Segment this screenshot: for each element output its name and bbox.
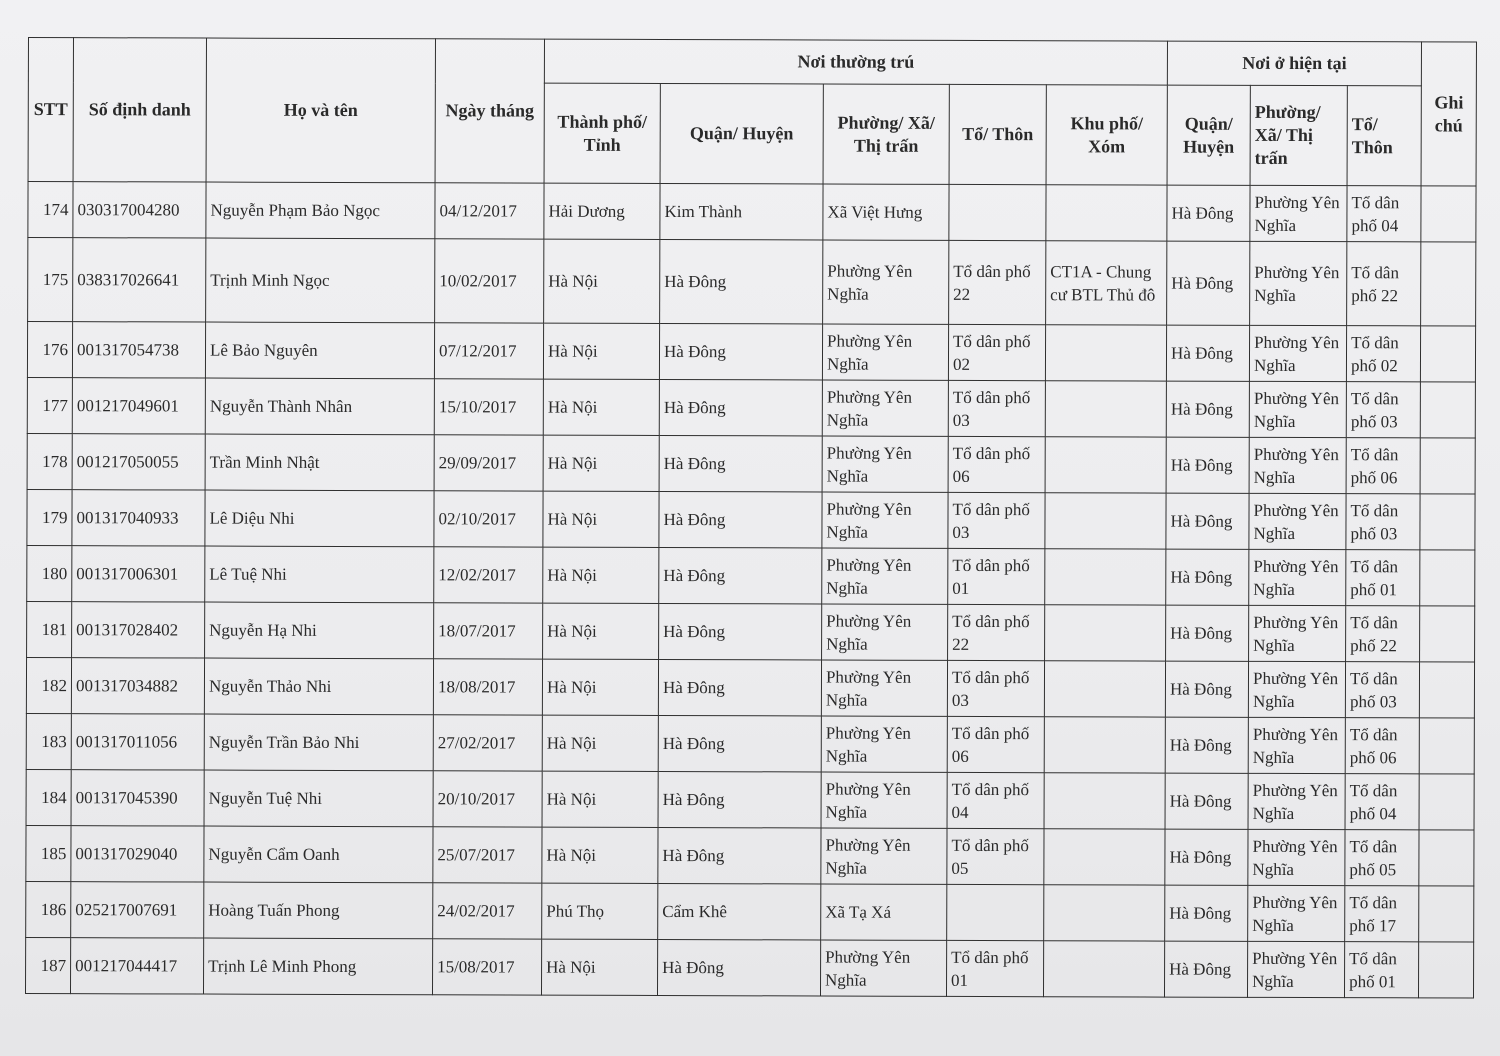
cell-perm-city: Phú Thọ — [542, 883, 658, 939]
cell-perm-quarter — [1045, 325, 1166, 381]
cell-cur-ward: Phường Yên Nghĩa — [1249, 493, 1346, 549]
cell-cur-group: Tổ dân phố 04 — [1345, 774, 1419, 830]
cell-stt: 186 — [26, 881, 71, 937]
cell-perm-district: Kim Thành — [660, 183, 823, 240]
table-row — [26, 881, 1474, 942]
cell-cur-district: Hà Đông — [1165, 773, 1248, 829]
cell-stt: 176 — [27, 322, 72, 378]
cell-perm-ward: Phường Yên Nghĩa — [823, 240, 949, 324]
cell-cur-group: Tổ dân phố 02 — [1346, 326, 1420, 382]
cell-dob: 27/02/2017 — [433, 715, 542, 771]
cell-note — [1420, 326, 1475, 382]
cell-perm-city: Hà Nội — [544, 239, 660, 323]
cell-perm-quarter — [1044, 717, 1165, 773]
table-row — [27, 322, 1475, 383]
cell-stt: 175 — [28, 238, 73, 322]
header-id: Số định danh — [73, 38, 206, 182]
cell-cur-ward: Phường Yên Nghĩa — [1249, 381, 1346, 437]
cell-cur-ward: Phường Yên Nghĩa — [1248, 773, 1345, 829]
table-row — [26, 713, 1474, 774]
cell-stt: 174 — [28, 182, 73, 238]
cell-cur-ward: Phường Yên Nghĩa — [1249, 549, 1346, 605]
cell-id: 025217007691 — [71, 882, 204, 938]
table-row — [27, 545, 1475, 606]
cell-cur-group: Tổ dân phố 17 — [1345, 886, 1419, 942]
cell-perm-district: Hà Đông — [658, 827, 821, 884]
cell-cur-district: Hà Đông — [1167, 241, 1250, 325]
cell-stt: 179 — [27, 489, 72, 545]
cell-note — [1421, 242, 1476, 326]
cell-perm-ward: Phường Yên Nghĩa — [821, 828, 947, 884]
cell-stt: 185 — [26, 825, 71, 881]
cell-dob: 18/07/2017 — [434, 603, 543, 659]
header-perm-city: Thành phố/ Tỉnh — [544, 83, 660, 183]
cell-cur-district: Hà Đông — [1166, 549, 1249, 605]
cell-cur-group: Tổ dân phố 05 — [1345, 830, 1419, 886]
table-row — [26, 825, 1474, 886]
cell-name: Lê Diệu Nhi — [205, 490, 434, 547]
header-permanent-residence: Nơi thường trú — [544, 39, 1167, 85]
cell-perm-district: Hà Đông — [659, 435, 822, 492]
table-row — [26, 769, 1474, 830]
cell-perm-district: Cẩm Khê — [658, 883, 821, 940]
header-note: Ghi chú — [1421, 42, 1476, 186]
cell-perm-group: Tổ dân phố 06 — [947, 716, 1044, 772]
cell-stt: 180 — [27, 545, 72, 601]
cell-perm-group: Tổ dân phố 05 — [947, 828, 1044, 884]
cell-perm-city: Hải Dương — [544, 183, 660, 239]
cell-perm-ward: Phường Yên Nghĩa — [821, 660, 947, 716]
cell-cur-ward: Phường Yên Nghĩa — [1250, 241, 1347, 325]
header-cur-group: Tổ/ Thôn — [1347, 86, 1421, 186]
header-perm-ward: Phường/ Xã/ Thị trấn — [823, 84, 949, 184]
cell-perm-district: Hà Đông — [657, 939, 820, 996]
header-current-residence: Nơi ở hiện tại — [1167, 41, 1421, 86]
cell-stt: 184 — [26, 769, 71, 825]
cell-cur-district: Hà Đông — [1167, 185, 1250, 241]
cell-cur-group: Tổ dân phố 03 — [1346, 494, 1420, 550]
header-cur-ward: Phường/ Xã/ Thị trấn — [1250, 85, 1347, 185]
cell-dob: 15/10/2017 — [434, 379, 543, 435]
cell-perm-city: Hà Nội — [543, 547, 659, 603]
cell-perm-district: Hà Đông — [658, 715, 821, 772]
cell-id: 030317004280 — [73, 182, 206, 238]
cell-name: Lê Bảo Nguyên — [205, 322, 434, 379]
cell-perm-ward: Phường Yên Nghĩa — [822, 604, 948, 660]
cell-note — [1419, 662, 1474, 718]
cell-perm-group: Tổ dân phố 03 — [948, 492, 1045, 548]
cell-perm-city: Hà Nội — [543, 435, 659, 491]
cell-stt: 183 — [26, 713, 71, 769]
cell-perm-quarter — [1045, 549, 1166, 605]
header-dob: Ngày tháng — [435, 39, 544, 183]
cell-note — [1421, 186, 1476, 242]
cell-dob: 24/02/2017 — [433, 883, 542, 939]
cell-perm-city: Hà Nội — [541, 939, 657, 995]
cell-perm-group: Tổ dân phố 06 — [948, 436, 1045, 492]
cell-name: Nguyễn Hạ Nhi — [205, 602, 434, 659]
cell-perm-group — [947, 884, 1044, 940]
cell-perm-quarter — [1044, 661, 1165, 717]
cell-dob: 07/12/2017 — [434, 323, 543, 379]
cell-name: Nguyễn Phạm Bảo Ngọc — [206, 182, 435, 239]
cell-cur-district: Hà Đông — [1165, 661, 1248, 717]
header-perm-district: Quận/ Huyện — [660, 83, 823, 184]
table-header — [28, 38, 1477, 187]
cell-cur-group: Tổ dân phố 03 — [1346, 382, 1420, 438]
cell-id: 001317054738 — [72, 322, 205, 378]
table-row — [28, 238, 1476, 327]
cell-perm-city: Hà Nội — [542, 715, 658, 771]
cell-perm-quarter — [1046, 185, 1167, 241]
cell-cur-ward: Phường Yên Nghĩa — [1248, 941, 1345, 997]
cell-cur-ward: Phường Yên Nghĩa — [1248, 717, 1345, 773]
table-row — [27, 601, 1475, 662]
cell-name: Trịnh Lê Minh Phong — [203, 938, 432, 995]
cell-cur-ward: Phường Yên Nghĩa — [1249, 437, 1346, 493]
cell-name: Nguyễn Thành Nhân — [205, 378, 434, 435]
cell-cur-group: Tổ dân phố 22 — [1347, 242, 1421, 326]
cell-id: 001217050055 — [72, 434, 205, 490]
cell-id: 001217044417 — [70, 938, 203, 994]
cell-perm-ward: Phường Yên Nghĩa — [822, 436, 948, 492]
cell-perm-district: Hà Đông — [659, 603, 822, 660]
cell-id: 001317006301 — [72, 546, 205, 602]
cell-id: 001317029040 — [71, 826, 204, 882]
cell-perm-city: Hà Nội — [543, 379, 659, 435]
cell-cur-group: Tổ dân phố 06 — [1345, 718, 1419, 774]
cell-cur-district: Hà Đông — [1166, 381, 1249, 437]
cell-perm-quarter — [1044, 773, 1165, 829]
cell-perm-district: Hà Đông — [659, 491, 822, 548]
cell-perm-ward: Phường Yên Nghĩa — [820, 940, 946, 996]
cell-id: 001217049601 — [72, 378, 205, 434]
cell-perm-group: Tổ dân phố 22 — [949, 240, 1046, 324]
cell-stt: 181 — [27, 601, 72, 657]
cell-perm-ward: Phường Yên Nghĩa — [821, 772, 947, 828]
cell-cur-group: Tổ dân phố 22 — [1346, 606, 1420, 662]
cell-stt: 182 — [26, 657, 71, 713]
table-row — [27, 377, 1475, 438]
cell-id: 001317028402 — [72, 602, 205, 658]
cell-perm-quarter — [1044, 885, 1165, 941]
cell-perm-quarter — [1044, 829, 1165, 885]
cell-note — [1419, 830, 1474, 886]
cell-cur-district: Hà Đông — [1165, 829, 1248, 885]
cell-perm-group: Tổ dân phố 02 — [948, 324, 1045, 380]
cell-note — [1420, 382, 1475, 438]
cell-perm-quarter — [1045, 605, 1166, 661]
cell-perm-ward: Phường Yên Nghĩa — [821, 716, 947, 772]
cell-dob: 25/07/2017 — [433, 827, 542, 883]
cell-note — [1419, 886, 1474, 942]
cell-perm-quarter — [1045, 493, 1166, 549]
cell-perm-group: Tổ dân phố 03 — [948, 380, 1045, 436]
cell-cur-ward: Phường Yên Nghĩa — [1248, 829, 1345, 885]
cell-perm-district: Hà Đông — [658, 771, 821, 828]
header-perm-quarter: Khu phố/ Xóm — [1046, 85, 1167, 185]
cell-note — [1420, 438, 1475, 494]
cell-perm-group: Tổ dân phố 04 — [947, 772, 1044, 828]
cell-cur-ward: Phường Yên Nghĩa — [1250, 185, 1347, 241]
cell-note — [1420, 494, 1475, 550]
header-perm-group: Tổ/ Thôn — [949, 84, 1046, 184]
cell-dob: 02/10/2017 — [434, 491, 543, 547]
cell-name: Trần Minh Nhật — [205, 434, 434, 491]
table-row — [28, 182, 1476, 243]
cell-perm-district: Hà Đông — [660, 239, 823, 324]
cell-name: Nguyễn Trần Bảo Nhi — [204, 714, 433, 771]
cell-note — [1419, 718, 1474, 774]
table-row — [27, 489, 1475, 550]
cell-perm-city: Hà Nội — [543, 603, 659, 659]
cell-cur-group: Tổ dân phố 03 — [1345, 662, 1419, 718]
cell-cur-district: Hà Đông — [1166, 605, 1249, 661]
cell-cur-group: Tổ dân phố 04 — [1347, 186, 1421, 242]
cell-dob: 15/08/2017 — [432, 939, 541, 995]
cell-id: 001317011056 — [71, 714, 204, 770]
cell-name: Nguyễn Thảo Nhi — [204, 658, 433, 715]
header-name: Họ và tên — [206, 38, 435, 183]
cell-name: Lê Tuệ Nhi — [205, 546, 434, 603]
cell-cur-district: Hà Đông — [1166, 493, 1249, 549]
cell-cur-group: Tổ dân phố 01 — [1346, 550, 1420, 606]
cell-id: 038317026641 — [73, 238, 206, 322]
cell-cur-district: Hà Đông — [1165, 941, 1248, 997]
cell-perm-ward: Phường Yên Nghĩa — [822, 380, 948, 436]
table-body — [25, 182, 1476, 999]
cell-perm-district: Hà Đông — [659, 547, 822, 604]
cell-cur-district: Hà Đông — [1166, 325, 1249, 381]
cell-cur-district: Hà Đông — [1165, 885, 1248, 941]
cell-perm-city: Hà Nội — [543, 491, 659, 547]
cell-perm-group: Tổ dân phố 22 — [948, 604, 1045, 660]
cell-perm-city: Hà Nội — [542, 659, 658, 715]
cell-perm-district: Hà Đông — [658, 659, 821, 716]
cell-stt: 177 — [27, 377, 72, 433]
cell-stt: 187 — [25, 937, 70, 993]
cell-dob: 29/09/2017 — [434, 435, 543, 491]
cell-perm-district: Hà Đông — [659, 323, 822, 380]
cell-cur-district: Hà Đông — [1165, 717, 1248, 773]
cell-perm-ward: Phường Yên Nghĩa — [822, 324, 948, 380]
cell-cur-ward: Phường Yên Nghĩa — [1249, 605, 1346, 661]
cell-perm-ward: Xã Việt Hưng — [823, 184, 949, 240]
cell-dob: 20/10/2017 — [433, 771, 542, 827]
cell-id: 001317040933 — [72, 490, 205, 546]
resident-table — [25, 37, 1477, 999]
cell-id: 001317034882 — [71, 658, 204, 714]
header-stt: STT — [28, 38, 73, 182]
cell-perm-district: Hà Đông — [659, 379, 822, 436]
cell-perm-ward: Phường Yên Nghĩa — [822, 548, 948, 604]
cell-note — [1420, 606, 1475, 662]
cell-perm-quarter — [1043, 941, 1164, 997]
cell-perm-city: Hà Nội — [542, 827, 658, 883]
cell-dob: 10/02/2017 — [435, 239, 544, 323]
cell-perm-group: Tổ dân phố 01 — [946, 940, 1043, 996]
table-row — [25, 937, 1473, 998]
table-row — [27, 433, 1475, 494]
table-row — [26, 657, 1474, 718]
cell-name: Hoàng Tuấn Phong — [204, 882, 433, 939]
cell-stt: 178 — [27, 433, 72, 489]
cell-perm-group — [949, 184, 1046, 240]
cell-note — [1419, 774, 1474, 830]
cell-perm-ward: Phường Yên Nghĩa — [822, 492, 948, 548]
cell-name: Nguyễn Cẩm Oanh — [204, 826, 433, 883]
cell-note — [1420, 550, 1475, 606]
cell-cur-district: Hà Đông — [1166, 437, 1249, 493]
cell-cur-ward: Phường Yên Nghĩa — [1249, 325, 1346, 381]
cell-perm-group: Tổ dân phố 03 — [947, 660, 1044, 716]
cell-perm-city: Hà Nội — [543, 323, 659, 379]
cell-perm-ward: Xã Tạ Xá — [821, 884, 947, 940]
cell-perm-group: Tổ dân phố 01 — [948, 548, 1045, 604]
cell-cur-group: Tổ dân phố 06 — [1346, 438, 1420, 494]
cell-cur-ward: Phường Yên Nghĩa — [1248, 885, 1345, 941]
cell-perm-quarter: CT1A - Chung cư BTL Thủ đô — [1046, 241, 1167, 325]
cell-perm-city: Hà Nội — [542, 771, 658, 827]
cell-cur-ward: Phường Yên Nghĩa — [1248, 661, 1345, 717]
cell-name: Trịnh Minh Ngọc — [206, 238, 435, 323]
cell-dob: 18/08/2017 — [433, 659, 542, 715]
cell-dob: 12/02/2017 — [434, 547, 543, 603]
cell-cur-group: Tổ dân phố 01 — [1345, 942, 1419, 998]
cell-name: Nguyễn Tuệ Nhi — [204, 770, 433, 827]
cell-id: 001317045390 — [71, 770, 204, 826]
header-cur-district: Quận/ Huyện — [1167, 85, 1250, 185]
cell-dob: 04/12/2017 — [435, 183, 544, 239]
cell-perm-quarter — [1045, 381, 1166, 437]
cell-note — [1419, 942, 1474, 998]
cell-perm-quarter — [1045, 437, 1166, 493]
